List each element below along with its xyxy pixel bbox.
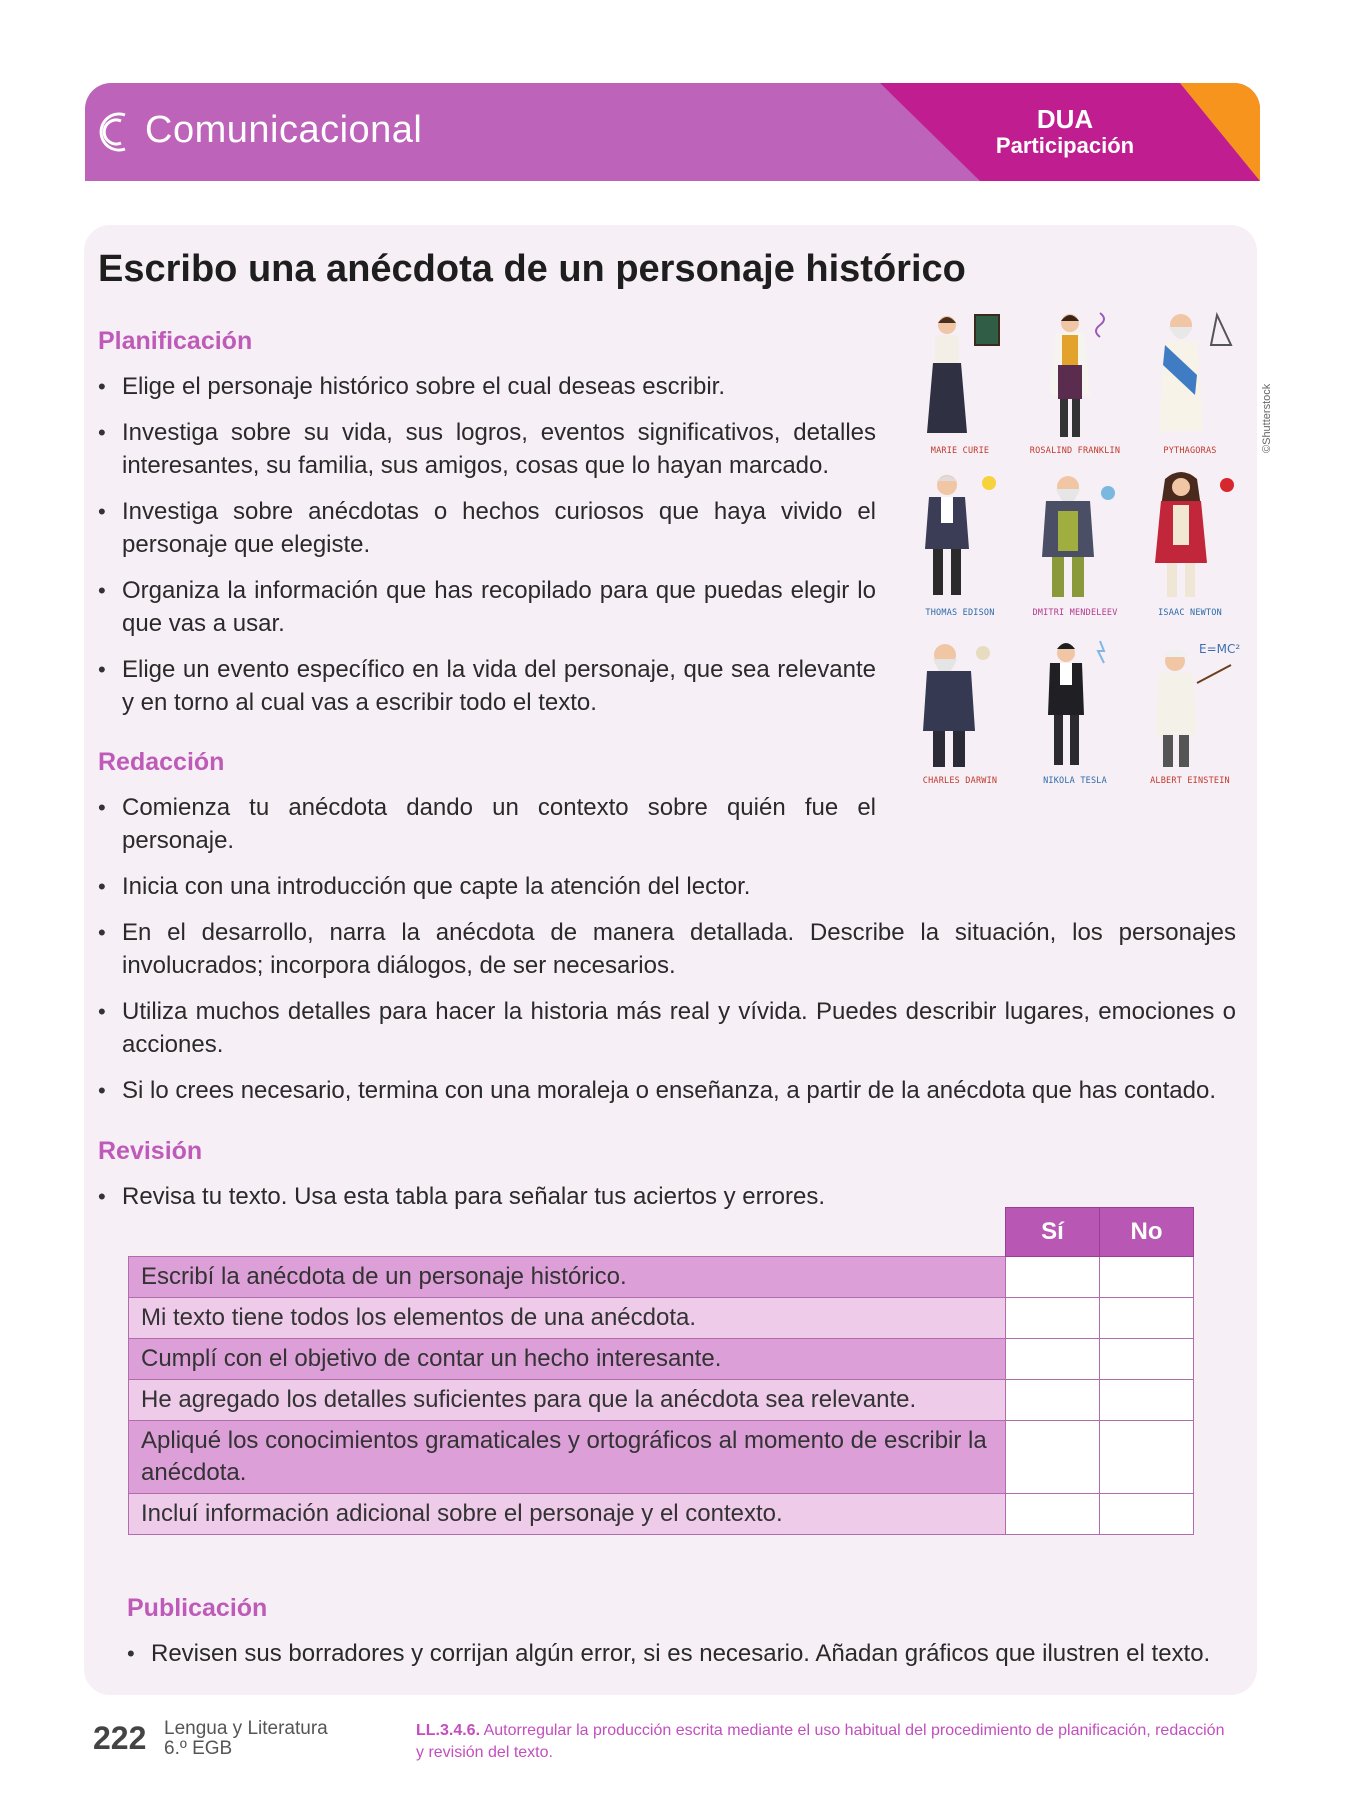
figure-nikola-tesla [1020, 635, 1130, 786]
criterion-cell: Cumplí con el objetivo de contar un hecho interesante. [129, 1339, 1006, 1380]
table-row [129, 1339, 1194, 1380]
figure-caption: ALBERT EINSTEIN [1150, 776, 1230, 786]
figure-caption: MARIE CURIE [930, 446, 990, 456]
section-title: Comunicacional [145, 109, 423, 151]
checkbox-si[interactable] [1006, 1298, 1100, 1339]
subject-name: Lengua y Literatura [164, 1718, 328, 1739]
criterion-cell: Mi texto tiene todos los elementos de una anécdota. [129, 1298, 1006, 1339]
checkbox-no[interactable] [1100, 1339, 1194, 1380]
table-row [129, 1494, 1194, 1535]
list-item: • Inicia con una introducción que capte la atención del lector. [98, 870, 1236, 903]
list-item: • Utiliza muchos detalles para hacer la historia más real y vívida. Puedes describir lugares, emociones o acciones. [98, 995, 1236, 1061]
checkbox-si[interactable] [1006, 1421, 1100, 1494]
criterion-cell: He agregado los detalles suficientes para que la anécdota sea relevante. [129, 1380, 1006, 1421]
checkbox-si[interactable] [1006, 1339, 1100, 1380]
section-heading-redaccion: Redacción [98, 748, 225, 776]
section-heading-revision: Revisión [98, 1137, 203, 1165]
list-item: • Si lo crees necesario, termina con una moraleja o enseñanza, a partir de la anécdota que has contado. [98, 1074, 1236, 1107]
criterion-cell: Incluí información adicional sobre el personaje y el contexto. [129, 1494, 1006, 1535]
figure-caption: ISAAC NEWTON [1158, 608, 1222, 618]
table-row [129, 1257, 1194, 1298]
figure-dmitri-mendeleev [1020, 467, 1130, 618]
dua-badge [945, 105, 1185, 159]
standard-text: Autorregular la producción escrita mediante el uso habitual del procedimiento de planificación, redacción y revisión del texto. [416, 1722, 1225, 1761]
table-header-blank [129, 1208, 1006, 1257]
curriculum-standard [416, 1720, 1236, 1764]
grade-level: 6.º EGB [164, 1738, 233, 1759]
list-item: • En el desarrollo, narra la anécdota de manera detallada. Describe la situación, los personajes involucrados; incorpora diálogos, de ser necesarios. [98, 916, 1236, 982]
figure-charles-darwin [905, 635, 1015, 786]
dua-subtitle: Participación [995, 133, 1135, 158]
dua-title: DUA [1036, 104, 1094, 134]
historical-figures-illustration [905, 305, 1245, 795]
standard-code: LL.3.4.6. [416, 1722, 481, 1739]
list-item: • Investiga sobre su vida, sus logros, eventos significativos, detalles interesantes, su familia, sus amigos, cosas que lo hayan marcado. [98, 416, 876, 482]
list-item: • Revisa tu texto. Usa esta tabla para señalar tus aciertos y errores. [98, 1180, 1236, 1213]
table-row [129, 1421, 1194, 1494]
checkbox-no[interactable] [1100, 1421, 1194, 1494]
criterion-cell: Escribí la anécdota de un personaje histórico. [129, 1257, 1006, 1298]
publicacion-list [127, 1637, 1237, 1683]
checkbox-si[interactable] [1006, 1494, 1100, 1535]
checkbox-no[interactable] [1100, 1380, 1194, 1421]
revision-checklist-table [128, 1207, 1194, 1535]
figure-caption: PYTHAGORAS [1163, 446, 1217, 456]
table-row [129, 1380, 1194, 1421]
list-item: • Elige un evento específico en la vida del personaje, que sea relevante y en torno al cual vas a escribir todo el texto. [98, 653, 876, 719]
figure-isaac-newton [1135, 467, 1245, 618]
list-item: • Revisen sus borradores y corrijan algún error, si es necesario. Añadan gráficos que ilustren el texto. [127, 1637, 1237, 1670]
redaccion-list-narrow [98, 791, 876, 870]
planificacion-list [98, 370, 876, 732]
checkbox-no[interactable] [1100, 1494, 1194, 1535]
checkbox-si[interactable] [1006, 1380, 1100, 1421]
criterion-cell: Apliqué los conocimientos gramaticales y ortográficos al momento de escribir la anécdota. [129, 1421, 1006, 1494]
page-title: Escribo una anécdota de un personaje histórico [98, 248, 966, 290]
table-row [129, 1298, 1194, 1339]
column-header-si: Sí [1006, 1208, 1100, 1257]
section-header-band [85, 83, 1260, 181]
list-item: • Investiga sobre anécdotas o hechos curiosos que haya vivido el personaje que elegiste. [98, 495, 876, 561]
figure-caption: CHARLES DARWIN [922, 776, 998, 786]
list-item: • Elige el personaje histórico sobre el cual deseas escribir. [98, 370, 876, 403]
comunicacional-logo-icon [85, 97, 129, 167]
footer-subject [164, 1719, 328, 1759]
checkbox-no[interactable] [1100, 1298, 1194, 1339]
checkbox-no[interactable] [1100, 1257, 1194, 1298]
checkbox-si[interactable] [1006, 1257, 1100, 1298]
page-number: 222 [93, 1720, 147, 1756]
figure-caption: THOMAS EDISON [925, 608, 995, 618]
figure-caption: DMITRI MENDELEEV [1032, 608, 1118, 618]
list-item: • Organiza la información que has recopilado para que puedas elegir lo que vas a usar. [98, 574, 876, 640]
image-credit [1258, 365, 1274, 455]
figure-albert-einstein [1135, 635, 1245, 786]
figure-pythagoras [1135, 305, 1245, 456]
redaccion-list-wide [98, 870, 1236, 1120]
list-item: • Comienza tu anécdota dando un contexto sobre quién fue el personaje. [98, 791, 876, 857]
credit-text: ©Shutterstock [1261, 383, 1273, 453]
column-header-no: No [1100, 1208, 1194, 1257]
figure-caption: NIKOLA TESLA [1043, 776, 1107, 786]
section-heading-publicacion: Publicación [127, 1594, 268, 1622]
figure-rosalind-franklin [1020, 305, 1130, 456]
figure-caption: ROSALIND FRANKLIN [1029, 446, 1121, 456]
figure-thomas-edison [905, 467, 1015, 618]
einstein-formula: E=MC² [1199, 642, 1241, 656]
figure-marie-curie [905, 305, 1015, 456]
section-heading-planificacion: Planificación [98, 327, 253, 355]
